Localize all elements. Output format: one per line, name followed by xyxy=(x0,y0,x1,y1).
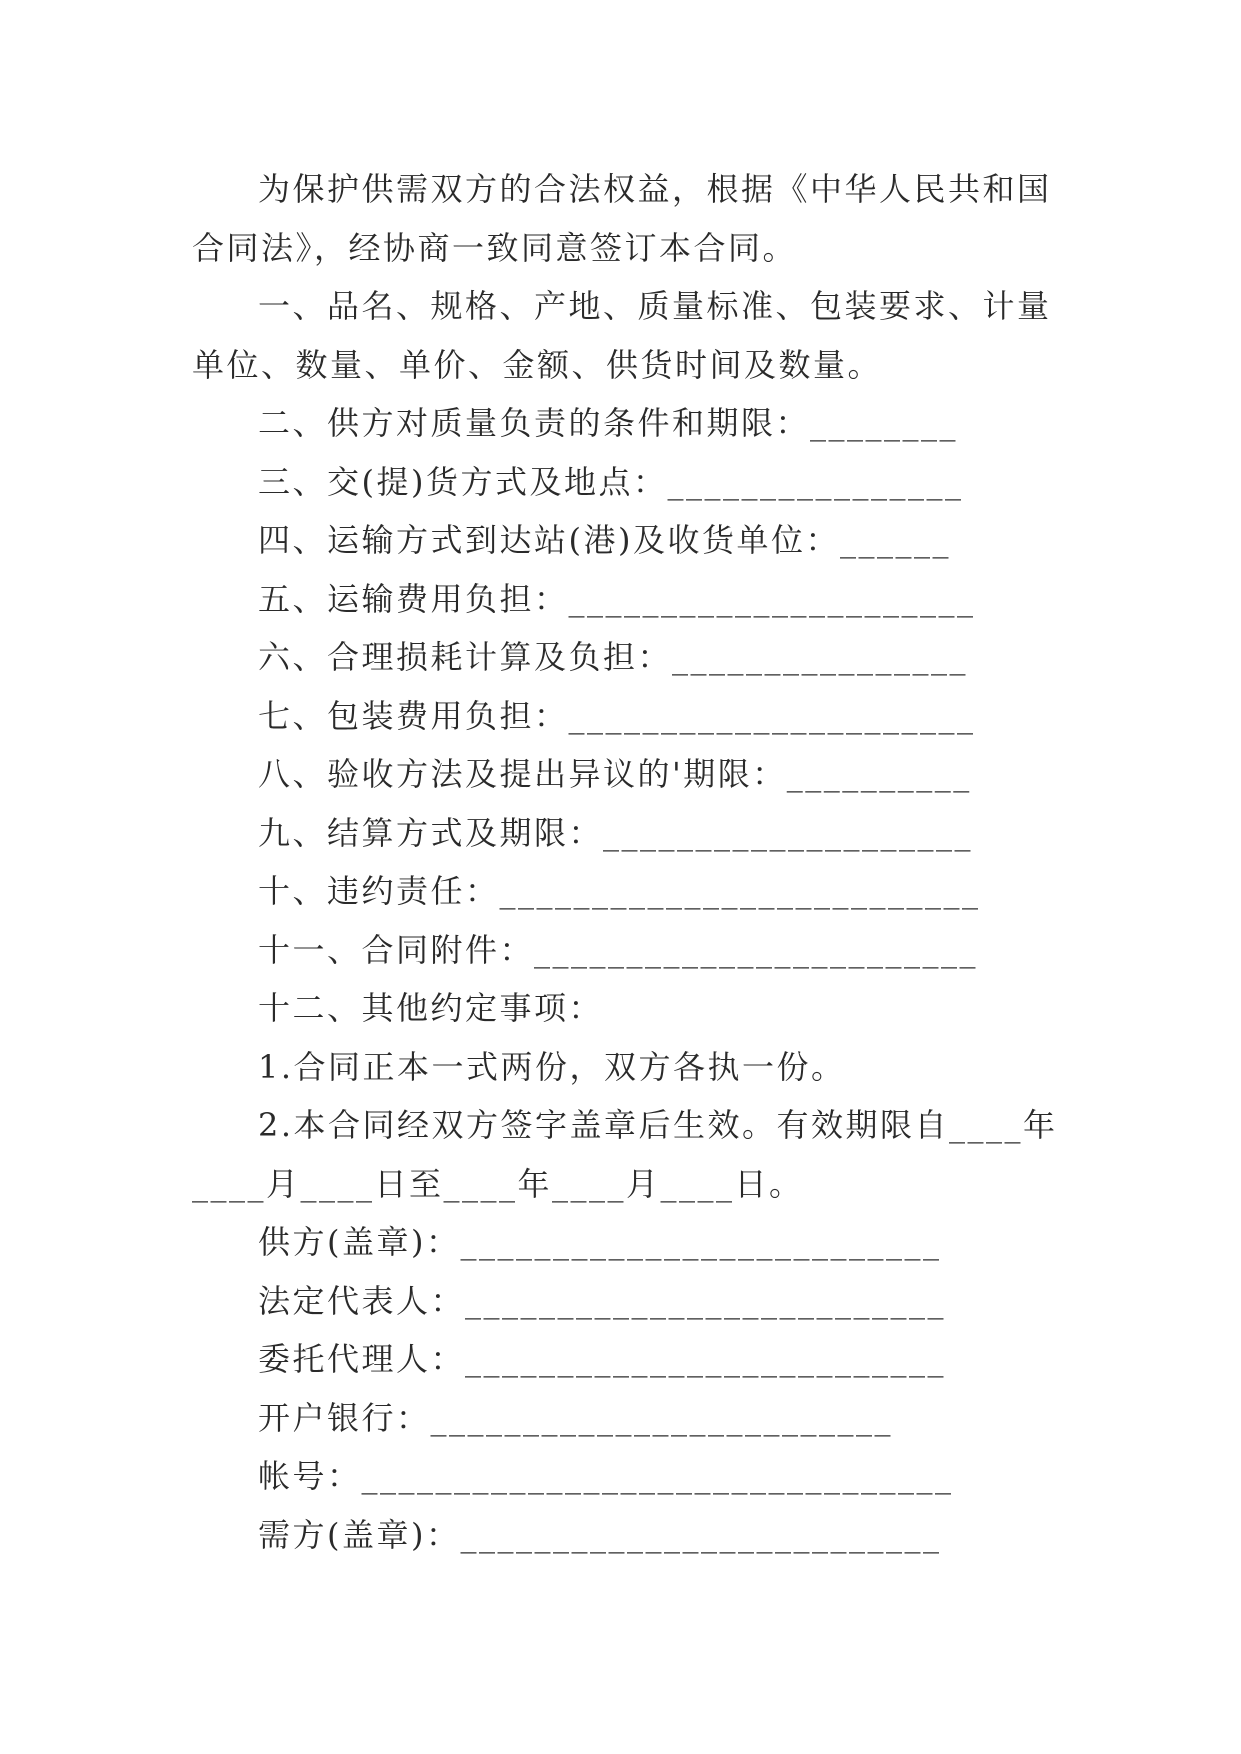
item-2-validity: 2.本合同经双方签字盖章后生效。有效期限自____年____月____日至____年____月____日。 xyxy=(192,1106,1058,1203)
item-1-copies: 1.合同正本一式两份，双方各执一份。 xyxy=(258,1047,846,1086)
clause-2-quality-terms: 二、供方对质量负责的条件和期限：________ xyxy=(258,404,959,442)
clause-7-packaging-cost: 七、包装费用负担：______________________ xyxy=(258,696,976,735)
intro-paragraph: 为保护供需双方的合法权益，根据《中华人民共和国合同法》，经协商一致同意签订本合同。 xyxy=(192,170,1052,267)
authorized-agent-line: 委托代理人：__________________________ xyxy=(258,1340,947,1378)
clause-9-settlement: 九、结算方式及期限：____________________ xyxy=(258,813,974,852)
clause-6-loss-calc: 六、合理损耗计算及负担：________________ xyxy=(258,638,969,676)
clause-4-transport: 四、运输方式到达站(港)及收货单位：______ xyxy=(258,521,951,559)
clause-1-product-specs: 一、品名、规格、产地、质量标准、包装要求、计量单位、数量、单价、金额、供货时间及数量。 xyxy=(192,287,1052,384)
bank-line: 开户银行：_________________________ xyxy=(258,1398,894,1437)
clause-3-delivery-method: 三、交(提)货方式及地点：________________ xyxy=(258,462,964,501)
clause-10-liability: 十、违约责任：__________________________ xyxy=(258,872,981,910)
legal-representative-line: 法定代表人：__________________________ xyxy=(258,1281,947,1320)
contract-page xyxy=(192,160,1062,1564)
buyer-seal-line: 需方(盖章)：__________________________ xyxy=(258,1515,942,1554)
account-number-line: 帐号：________________________________ xyxy=(258,1457,954,1495)
clause-11-attachments: 十一、合同附件：________________________ xyxy=(258,930,979,969)
clause-8-acceptance: 八、验收方法及提出异议的'期限：__________ xyxy=(258,755,972,793)
clause-12-other-terms: 十二、其他约定事项： xyxy=(258,989,604,1027)
clause-5-transport-cost: 五、运输费用负担：______________________ xyxy=(258,579,976,618)
supplier-seal-line: 供方(盖章)：__________________________ xyxy=(258,1223,942,1261)
